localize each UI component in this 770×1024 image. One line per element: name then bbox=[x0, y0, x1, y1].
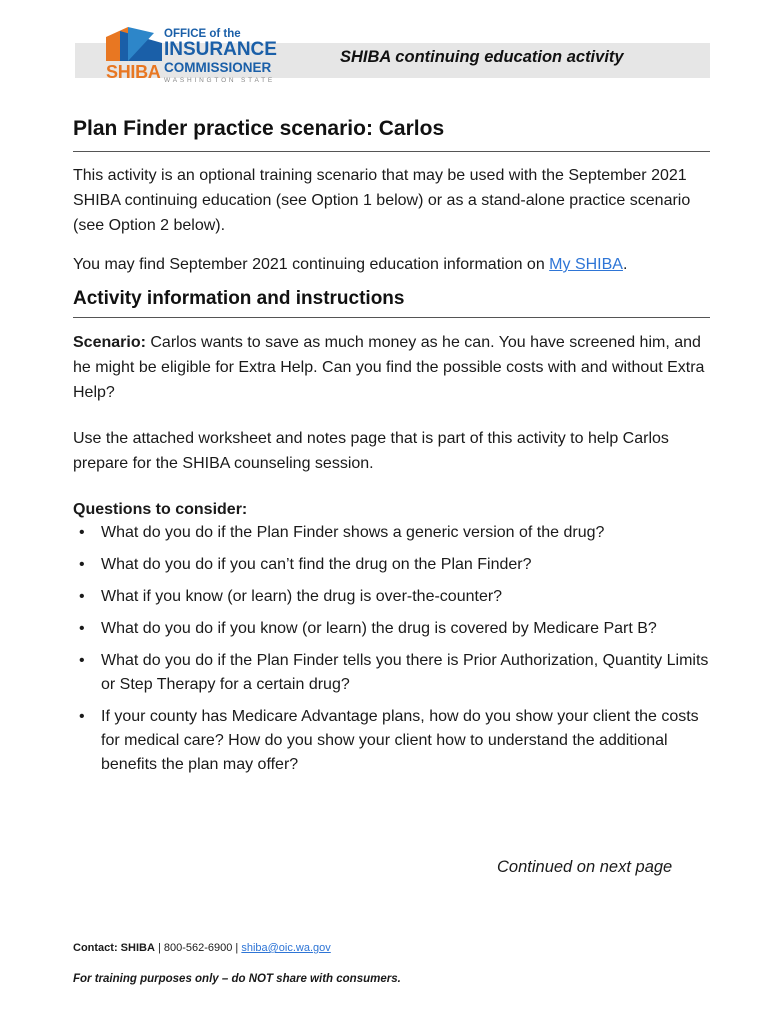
intro-paragraph: This activity is an optional training scenario that may be used with the September 2021 SHIBA continuing education (see Option 1 below) or as a stand-alone practice scenario (see Option 2 below). bbox=[73, 167, 691, 234]
questions-title: Questions to consider: bbox=[73, 501, 248, 518]
oic-shiba-logo bbox=[106, 27, 278, 87]
contact-line bbox=[73, 942, 331, 954]
scenario-text: Carlos wants to save as much money as he can. You have screened him, and he might be eligible for Extra Help. Can you find the possible costs with and without Extra Help? bbox=[73, 334, 705, 401]
list-item: • What do you do if the Plan Finder shows a generic version of the drug? bbox=[73, 521, 713, 545]
info-paragraph bbox=[73, 252, 713, 277]
list-item: • What if you know (or learn) the drug is over-the-counter? bbox=[73, 585, 713, 609]
logo-state-text: WASHINGTON STATE bbox=[164, 77, 276, 84]
list-item: • What do you do if you can’t find the drug on the Plan Finder? bbox=[73, 553, 713, 577]
scenario-label: Scenario: bbox=[73, 334, 146, 351]
footer-disclaimer: For training purposes only – do NOT share with consumers. bbox=[73, 973, 401, 985]
list-item: • What do you do if the Plan Finder tells you there is Prior Authorization, Quantity Limits or Step Therapy for a certain drug? bbox=[73, 649, 713, 697]
page-title: Plan Finder practice scenario: Carlos bbox=[73, 117, 445, 140]
section-title: Activity information and instructions bbox=[73, 288, 405, 309]
list-item: • If your county has Medicare Advantage plans, how do you show your client the costs for medical care? How do you show your client how to understand the additional benefits the plan may offer? bbox=[73, 705, 713, 777]
questions-list bbox=[73, 521, 713, 785]
info-suffix: . bbox=[622, 256, 628, 273]
section-divider bbox=[73, 317, 710, 318]
contact-phone: | 800-562-6900 | bbox=[154, 942, 242, 954]
my-shiba-link[interactable]: My SHIBA bbox=[549, 256, 623, 273]
scenario-paragraph bbox=[73, 330, 713, 405]
contact-label: Contact: SHIBA bbox=[73, 942, 155, 954]
logo-commissioner-text: COMMISSIONER bbox=[164, 60, 272, 75]
title-divider bbox=[73, 151, 710, 152]
info-prefix: You may find September 2021 continuing education information on bbox=[73, 256, 550, 273]
list-item: • What do you do if you know (or learn) the drug is covered by Medicare Part B? bbox=[73, 617, 713, 641]
logo-office-text: OFFICE of the bbox=[164, 28, 241, 40]
header-title: SHIBA continuing education activity bbox=[340, 48, 624, 66]
email-link[interactable]: shiba@oic.wa.gov bbox=[241, 942, 331, 954]
continued-note: Continued on next page bbox=[497, 858, 673, 876]
worksheet-paragraph: Use the attached worksheet and notes page that is part of this activity to help Carlos prepare for the SHIBA counseling session. bbox=[73, 430, 669, 472]
logo-mark-icon bbox=[106, 27, 162, 63]
logo-insurance-text: INSURANCE bbox=[164, 39, 277, 60]
logo-shiba-text: SHIBA bbox=[106, 62, 161, 82]
